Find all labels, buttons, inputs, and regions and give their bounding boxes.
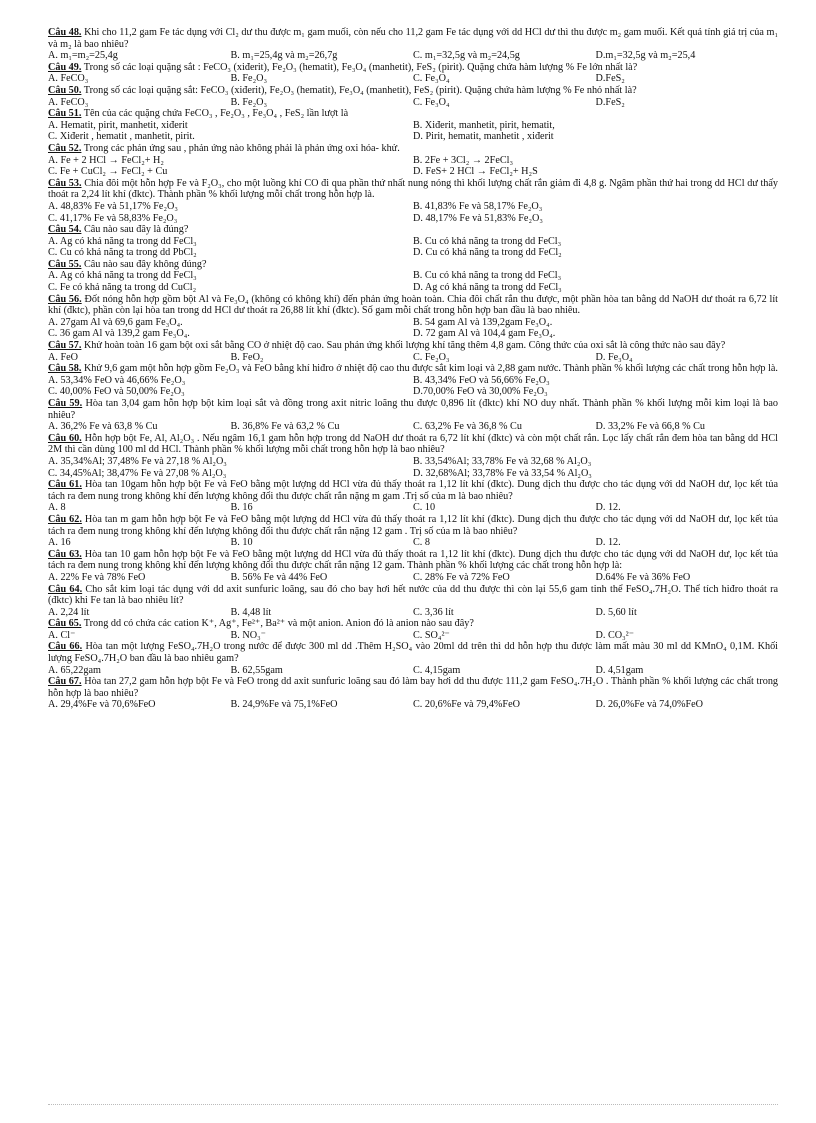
question-text: Trong dd có chứa các cation K⁺, Ag⁺, Fe²⁺, Ba²⁺ và một anion. Anion đó là anion nào sau đây? (83, 618, 474, 630)
answer-option: C. 4,15gam (413, 664, 461, 676)
answer-option: B. FeO₂ (230, 351, 264, 363)
answer-option: A. 16 (48, 537, 71, 549)
question-number: Câu 66. (48, 641, 83, 653)
question-block (48, 259, 778, 294)
answer-option: A. Hematit, pirit, manhetit, xiđerit (48, 119, 188, 131)
question-stem (48, 676, 778, 699)
question-block (48, 676, 778, 711)
answer-options (48, 97, 778, 109)
question-block (48, 27, 778, 62)
answer-option: D.FeS₂ (595, 96, 625, 108)
question-text: Hỗn hợp bột Fe, Al, Al₂O₃ . Nếu ngâm 16,1 gam hỗn hợp trong dd NaOH dư thoát ra 6,72 lít khí (đktc) và còn một chất rắn. Lọc lấy chất rắn đem hòa tan bằng dd HCl 2M thì cần dùng 100 ml dd HCl. Thành phần % khối lượng mỗi chất trong hỗn hợp là bao nhiêu? (48, 432, 779, 456)
answer-option: A. 35,34%Al; 37,48% Fe và 27,18 % Al₂O₃ (48, 455, 227, 467)
answer-option: A. 22% Fe và 78% FeO (48, 571, 146, 583)
question-text: Trong các phản ứng sau , phản ứng nào không phải là phản ứng oxi hóa- khử. (83, 142, 400, 154)
question-stem (48, 433, 778, 456)
answer-option: D. 33,2% Fe và 66,8 % Cu (595, 421, 706, 433)
question-text: Khử hoàn toàn 16 gam bột oxi sắt bằng CO ở nhiệt độ cao. Sau phản ứng khối lượng khí tăng thêm 4,8 gam. Công thức của oxi sắt là công thức nào sau đây? (83, 340, 726, 352)
answer-option: B. 54 gam Al và 139,2gam Fe₃O₄. (413, 316, 553, 328)
answer-option: B. 4,48 lít (230, 606, 272, 618)
answer-option: D. 72 gam Al và 104,4 gam Fe₃O₄. (413, 328, 556, 340)
answer-options (48, 270, 778, 293)
question-stem (48, 584, 778, 607)
answer-option: C. 20,6%Fe và 79,4%FeO (413, 699, 520, 711)
answer-option: A. FeCO₃ (48, 96, 89, 108)
question-block (48, 85, 778, 108)
answer-options (48, 375, 778, 398)
answer-option: D.FeS₂ (595, 73, 625, 85)
question-number: Câu 54. (48, 224, 82, 236)
question-number: Câu 61. (48, 479, 82, 491)
answer-option: C. 3,36 lít (413, 606, 454, 618)
answer-option: B. 41,83% Fe và 58,17% Fe₂O₃ (413, 200, 543, 212)
question-block (48, 398, 778, 433)
question-stem (48, 259, 778, 271)
answer-options (48, 665, 778, 677)
answer-option: D.70,00% FeO và 30,00% Fe₂O₃ (413, 386, 548, 398)
question-block (48, 294, 778, 340)
question-number: Câu 52. (48, 142, 82, 154)
answer-option: B. 62,55gam (230, 664, 283, 676)
question-text: Tên của các quặng chứa FeCO₃ , Fe₂O₃ , Fe₃O₄ , FeS₂ lần lượt là (83, 108, 349, 120)
question-block (48, 224, 778, 259)
answer-option: C. Fe₃O₄ (413, 96, 450, 108)
answer-option: A. Fe + 2 HCl → FeCl₂+ H₂ (48, 154, 164, 166)
answer-options (48, 73, 778, 85)
question-text: Câu nào sau đây không đúng? (83, 258, 207, 270)
answer-options (48, 630, 778, 642)
question-number: Câu 56. (48, 293, 82, 305)
answer-option: D. Ag có khả năng ta trong dd FeCl₃ (413, 282, 562, 294)
answer-options (48, 456, 778, 479)
question-block (48, 62, 778, 85)
question-block (48, 514, 778, 549)
answer-option: A. FeCO₃ (48, 73, 89, 85)
answer-option: A. 8 (48, 502, 66, 514)
question-stem (48, 479, 778, 502)
question-block (48, 178, 778, 224)
answer-option: A. 48,83% Fe và 51,17% Fe₂O₃ (48, 200, 178, 212)
question-text: Hòa tan 10 gam hỗn hợp bột Fe và FeO bằng một lượng dd HCl vừa đủ thấy thoát ra 1,12 lít khí (đktc). Dung dịch thu được cho tác dụng với dd NaOH dư, lọc kết tủa tách ra đem nung trong không khí đến lượng không đổi thu được chất rắn nặng 12 gam. Thành phần % khối lượng các chất trong hỗn hợp là: (48, 548, 778, 572)
answer-option: D.64% Fe và 36% FeO (595, 571, 691, 583)
question-text: Hòa tan 10gam hỗn hợp bột Fe và FeO bằng một lượng dd HCl vừa đủ thấy thoát ra 1,12 lít khí (đktc). Dung dịch thu được cho tác dụng với dd NaOH dư, lọc kết tủa tách ra đem nung trong không khí đến lượng không đổi thu được chất rắn nặng m gam .Trị số của m là bao nhiêu? (48, 479, 778, 502)
question-text: Cho sắt kim loại tác dụng với dd axit sunfuric loãng, sau đó cho bay hơi hết nước của dd thu được thì còn lại 55,6 gam tinh thể FeSO₄.7H₂O. Thể tích hiđro thoát ra (đktc) khi Fe tan là bao nhiêu lít? (48, 583, 778, 607)
question-number: Câu 57. (48, 340, 82, 352)
question-number: Câu 49. (48, 61, 82, 73)
question-number: Câu 58. (48, 363, 82, 375)
answer-option: D. 4,51gam (595, 664, 644, 676)
answer-options (48, 352, 778, 364)
answer-option: C. 63,2% Fe và 36,8 % Cu (413, 421, 522, 433)
question-stem (48, 143, 778, 155)
answer-option: C. Fe₃O₄ (413, 73, 450, 85)
answer-option: C. 41,17% Fe và 58,83% Fe₂O₃ (48, 212, 178, 224)
question-text: Chia đôi một hỗn hợp Fe và F₂O₃, cho một luồng khí CO đi qua phần thứ nhất nung nóng thì khối lượng chất rắn giảm đi 4,8 g. Ngâm phần thứ hai trong dd HCl dư thấy thoát ra 2,24 lít khí (đktc). Thành phần % khối lượng mỗi chất trong hỗn hợp là. (48, 177, 779, 201)
answer-option: A. 36,2% Fe và 63,8 % Cu (48, 421, 158, 433)
answer-option: A. Ag có khả năng ta trong dd FeCl₃ (48, 270, 197, 282)
answer-option: A. m₁=m₂=25,4g (48, 50, 118, 62)
answer-option: D. 48,17% Fe và 51,83% Fe₂O₃ (413, 212, 543, 224)
answer-options (48, 421, 778, 433)
answer-option: C. SO₄²⁻ (413, 629, 450, 641)
answer-options (48, 502, 778, 514)
answer-option: D. Cu có khả năng ta trong dd FeCl₂ (413, 247, 562, 259)
answer-option: A. 65,22gam (48, 664, 101, 676)
answer-option: D. FeS+ 2 HCl → FeCl₂+ H₂S (413, 166, 538, 178)
question-stem (48, 224, 778, 236)
question-stem (48, 514, 778, 537)
answer-option: B. 24,9%Fe và 75,1%FeO (230, 699, 338, 711)
answer-options (48, 699, 778, 711)
document-body (48, 27, 778, 711)
question-number: Câu 67. (48, 676, 82, 688)
answer-option: C. 36 gam Al và 139,2 gam Fe₃O₄. (48, 328, 190, 340)
answer-option: B. 33,54%Al; 33,78% Fe và 32,68 % Al₂O₃ (413, 455, 592, 467)
question-text: Trong số các loại quặng sắt : FeCO₃ (xiđerit), Fe₂O₃ (hematit), Fe₃O₄ (manhetit), FeS₂ (pirit). Quặng chứa hàm lượng % Fe lớn nhất là? (83, 61, 638, 73)
answer-options (48, 201, 778, 224)
answer-option: A. FeO (48, 351, 78, 363)
question-number: Câu 60. (48, 432, 82, 444)
answer-option: D.m₁=32,5g và m₂=25,4 (595, 50, 696, 62)
question-text: Câu nào sau đây là đúng? (83, 224, 189, 236)
answer-options (48, 607, 778, 619)
answer-option: C. Cu có khả năng ta trong dd PbCl₂ (48, 247, 197, 259)
answer-option: B. Xiđerit, manhetit, pirit, hematit, (413, 119, 555, 131)
answer-option: D. 12. (595, 502, 621, 514)
question-stem (48, 340, 778, 352)
question-number: Câu 64. (48, 583, 83, 595)
answer-option: B. Fe₂O₃ (230, 96, 268, 108)
question-stem (48, 108, 778, 120)
answer-option: D. Pirit, hematit, manhetit , xiđerit (413, 131, 554, 143)
answer-option: A. 29,4%Fe và 70,6%FeO (48, 699, 156, 711)
question-block (48, 549, 778, 584)
answer-option: A. 27gam Al và 69,6 gam Fe₃O₄. (48, 316, 183, 328)
answer-option: B. m₁=25,4g và m₂=26,7g (230, 50, 338, 62)
answer-option: B. Cu có khả năng ta trong dd FeCl₃ (413, 270, 562, 282)
question-text: Khử 9,6 gam một hỗn hợp gồm Fe₂O₃ và FeO bằng khí hiđro ở nhiệt độ cao thu được sắt kim loại và 2,88 gam nước. Thành phần % khối lượng các chất trong hỗn hợp là. (83, 363, 778, 375)
question-number: Câu 53. (48, 177, 82, 189)
answer-option: C. 34,45%Al; 38,47% Fe và 27,08 % Al₂O₃ (48, 467, 227, 479)
answer-option: D. 26,0%Fe và 74,0%FeO (595, 699, 704, 711)
answer-options (48, 120, 778, 143)
question-text: Hòa tan một lượng FeSO₄.7H₂O trong nước để được 300 ml dd .Thêm H₂SO₄ vào 20ml dd trên thì dd hỗn hợp thu được làm mất màu 30 ml dd KMnO₄ 0,1M. Khối lượng FeSO₄.7H₂O ban đầu là bao nhiêu gam? (48, 641, 779, 665)
answer-options (48, 537, 778, 549)
answer-options (48, 572, 778, 584)
answer-option: B. 16 (230, 502, 253, 514)
answer-option: A. Cl⁻ (48, 629, 76, 641)
answer-option: C. 28% Fe và 72% FeO (413, 571, 510, 583)
question-stem (48, 85, 778, 97)
answer-option: B. Cu có khả năng ta trong dd FeCl₃ (413, 235, 562, 247)
question-number: Câu 65. (48, 618, 82, 630)
answer-option: C. 10 (413, 502, 436, 514)
question-stem (48, 398, 778, 421)
answer-option: A. 2,24 lít (48, 606, 90, 618)
question-number: Câu 55. (48, 258, 82, 270)
answer-option: B. 56% Fe và 44% FeO (230, 571, 328, 583)
question-stem (48, 549, 778, 572)
question-number: Câu 62. (48, 513, 82, 525)
answer-option: D. 12. (595, 537, 621, 549)
question-text: Hòa tan m gam hỗn hợp bột Fe và FeO bằng một lượng dd HCl vừa đủ thấy thoát ra 1,12 lít khí (đktc). Dung dịch thu được cho tác dụng với dd NaOH dư, lọc kết tủa tách ra đem nung trong không khí đến lượng không đổi thu được chất rắn nặng 12 gam . Trị số của m là bao nhiêu? (48, 513, 779, 537)
question-text: Đốt nóng hỗn hợp gồm bột Al và Fe₃O₄ (không có không khí) đến phản ứng hoàn toàn. Chia đôi chất rắn thu được, một phần hòa tan bằng dd NaOH dư thoát ra 6,72 lít khí (đktc), phần còn lại hòa tan trong dd HCl dư thoát ra 26,88 lít khí (đktc). Số gam mỗi chất trong hỗn hợp ban đầu là bao nhiêu. (48, 293, 778, 317)
answer-option: C. 8 (413, 537, 430, 549)
question-stem (48, 618, 778, 630)
question-number: Câu 51. (48, 108, 82, 120)
question-number: Câu 50. (48, 84, 82, 96)
answer-option: C. Fe + CuCl₂ → FeCl₂ + Cu (48, 166, 168, 178)
answer-option: A. 53,34% FeO và 46,66% Fe₂O₃ (48, 374, 186, 386)
answer-option: D. 5,60 lít (595, 606, 637, 618)
answer-options (48, 236, 778, 259)
question-stem (48, 641, 778, 664)
answer-option: C. m₁=32,5g và m₂=24,5g (413, 50, 520, 62)
question-number: Câu 63. (48, 548, 82, 560)
answer-option: C. 40,00% FeO và 50,00% Fe₂O₃ (48, 386, 185, 398)
question-text: Hòa tan 27,2 gam hỗn hợp bột Fe và FeO trong dd axit sunfuric loãng sau đó làm bay hơi dd thu được 111,2 gam FeSO₄.7H₂O . Thành phần % khối lượng các chất trong hỗn hợp là bao nhiêu? (48, 676, 779, 699)
question-stem (48, 363, 778, 375)
question-stem (48, 178, 778, 201)
answer-option: B. 10 (230, 537, 253, 549)
answer-options (48, 155, 778, 178)
answer-option: D. CO₃²⁻ (595, 629, 635, 641)
answer-option: B. 43,34% FeO và 56,66% Fe₂O₃ (413, 374, 550, 386)
answer-option: D. 32,68%Al; 33,78% Fe và 33,54 % Al₂O₃ (413, 467, 592, 479)
answer-option: A. Ag có khả năng ta trong dd FeCl₃ (48, 235, 197, 247)
question-block (48, 641, 778, 676)
question-text: Hòa tan 3,04 gam hỗn hợp bột kim loại sắt và đồng trong axit nitric loãng thu được 0,896 lít (đktc) khí NO duy nhất. Thành phần % khối lượng mỗi kim loại là bao nhiêu? (48, 398, 778, 421)
answer-options (48, 317, 778, 340)
question-stem (48, 62, 778, 74)
answer-option: C. Xiđerit , hematit , manhetit, pirit. (48, 131, 195, 143)
question-number: Câu 59. (48, 398, 83, 409)
page-bottom-rule (48, 1104, 778, 1105)
answer-option: B. NO₃⁻ (230, 629, 267, 641)
question-block (48, 340, 778, 363)
answer-option: B. 2Fe + 3Cl₂ → 2FeCl₃ (413, 154, 514, 166)
question-number: Câu 48. (48, 27, 82, 38)
question-text: Trong số các loại quặng sắt: FeCO₃ (xiđerit), Fe₂O₃ (hematit), Fe₃O₄ (manhetit), FeS₂ (pirit). Quặng chứa hàm lượng % Fe nhỏ nhất là? (83, 84, 637, 96)
answer-option: B. Fe₂O₃ (230, 73, 268, 85)
question-block (48, 584, 778, 619)
question-block (48, 108, 778, 143)
question-block (48, 618, 778, 641)
question-stem (48, 27, 778, 50)
answer-option: B. 36,8% Fe và 63,2 % Cu (230, 421, 340, 433)
question-block (48, 433, 778, 479)
question-stem (48, 294, 778, 317)
answer-option: D. Fe₃O₄ (595, 351, 633, 363)
question-block (48, 143, 778, 178)
question-text: Khi cho 11,2 gam Fe tác dụng với Cl₂ dư thu được m₁ gam muối, còn nếu cho 11,2 gam Fe tác dụng với dd HCl dư thì thu được m₂ gam muối. Kết quả tính giá trị của m₁ và m₂ là bao nhiêu? (48, 27, 779, 50)
question-block (48, 363, 778, 398)
question-block (48, 479, 778, 514)
answer-options (48, 50, 778, 62)
answer-option: C. Fe₂O₃ (413, 351, 450, 363)
answer-option: C. Fe có khả năng ta trong dd CuCl₂ (48, 282, 197, 294)
